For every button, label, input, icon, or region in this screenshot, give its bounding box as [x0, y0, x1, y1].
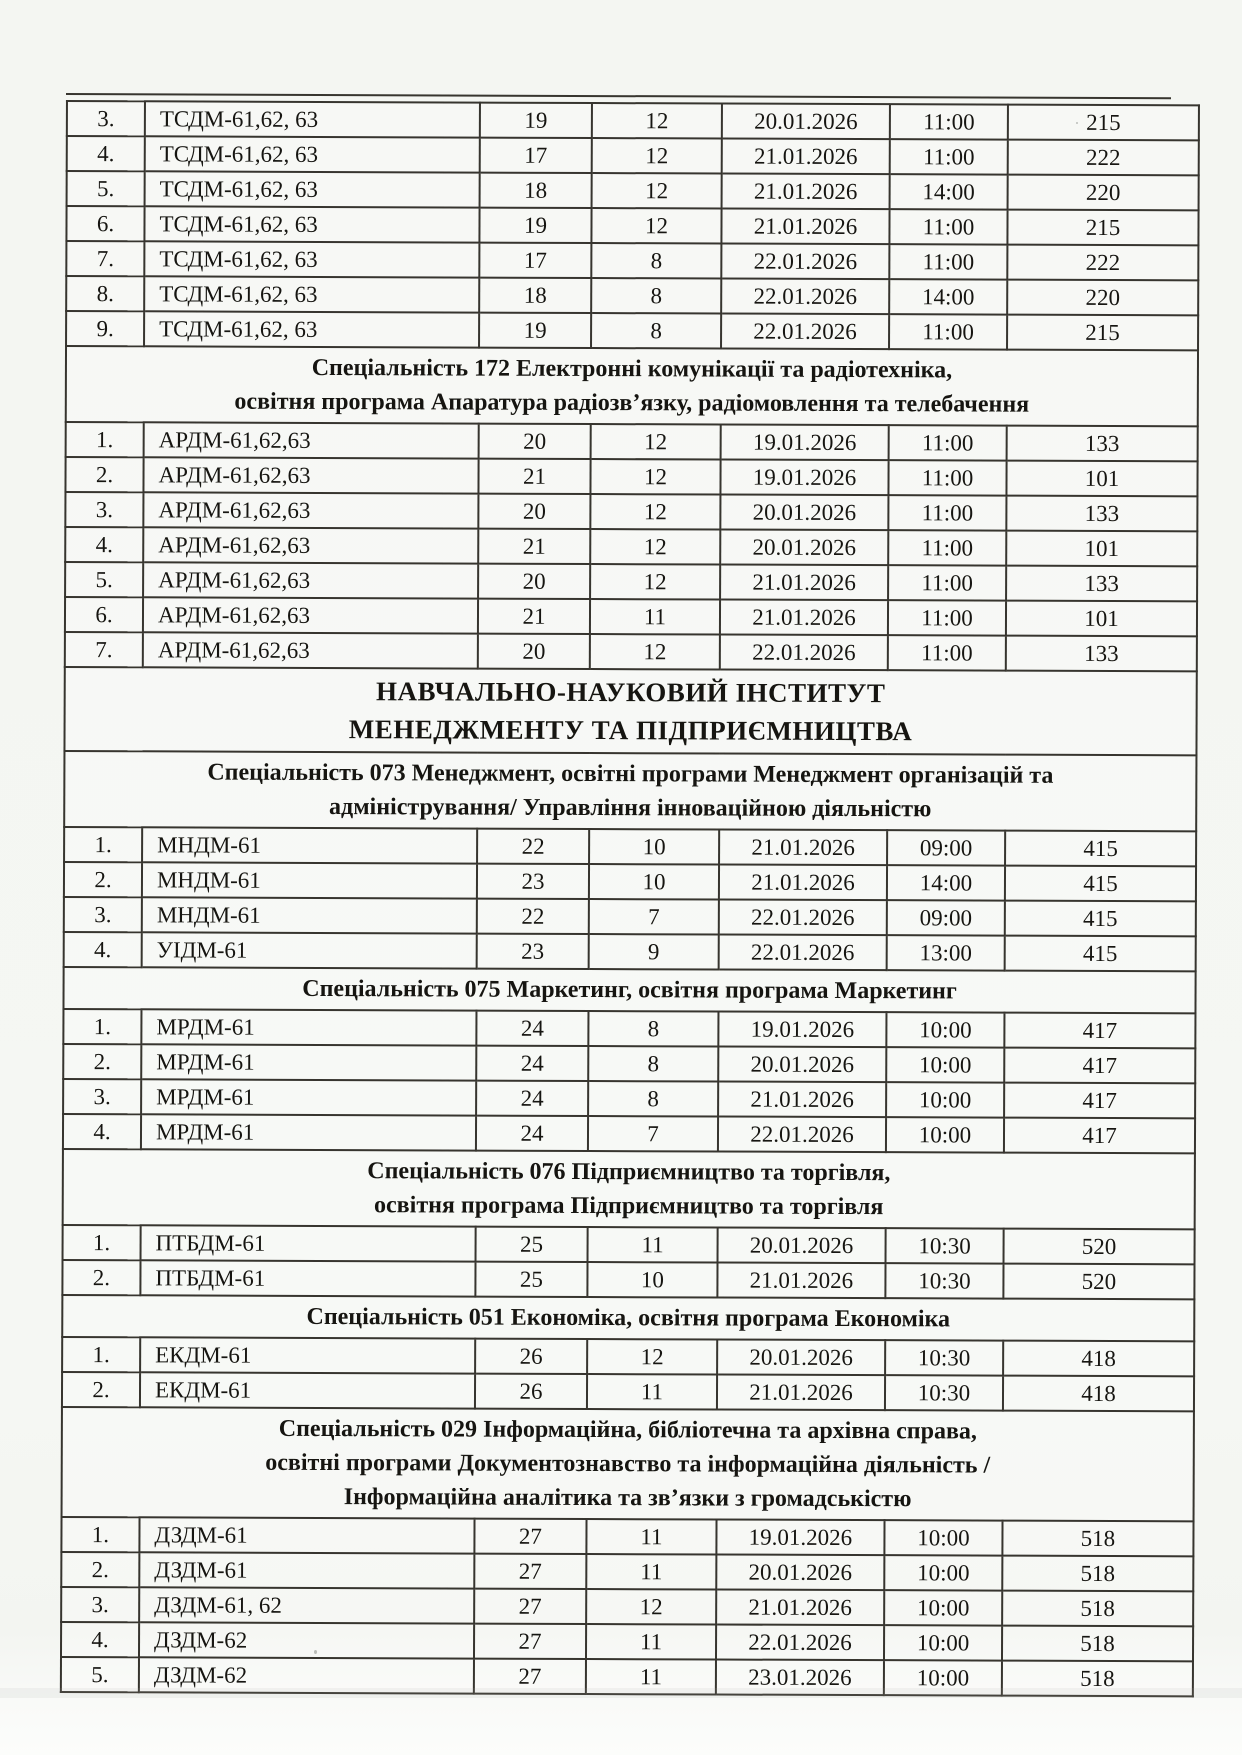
column4-cell: 10 [589, 864, 719, 899]
section-header-row [62, 1295, 1194, 1341]
institute-header-row [64, 667, 1196, 755]
table-row [61, 1587, 1193, 1626]
section-header-line: Спеціальність 029 Інформаційна, бібліотечна та архівна справа, [278, 1415, 977, 1445]
time-cell: 11:00 [888, 565, 1006, 600]
date-cell: 20.01.2026 [718, 1047, 886, 1083]
room-cell: 133 [1006, 636, 1197, 672]
column3-cell: 21 [478, 599, 590, 634]
group-cell: АРДМ-61,62,63 [143, 632, 478, 668]
institute-header-line: МЕНЕДЖМЕНТУ ТА ПІДПРИЄМНИЦТВА [348, 714, 913, 747]
section-header-line: Інформаційна аналітика та зв’язки з громадськістю [343, 1484, 912, 1513]
column4-cell: 8 [591, 278, 721, 313]
column3-cell: 18 [479, 278, 591, 313]
time-cell: 10:00 [884, 1625, 1002, 1660]
room-cell: 415 [1005, 831, 1196, 867]
table-row [61, 1552, 1193, 1591]
column4-cell: 12 [587, 1339, 717, 1374]
column3-cell: 23 [477, 934, 589, 969]
index-cell: 4. [65, 527, 143, 562]
room-cell: 415 [1005, 866, 1196, 902]
column3-cell: 21 [478, 529, 590, 564]
table-row [65, 597, 1197, 636]
section-header [62, 1407, 1194, 1521]
schedule-table-body [61, 101, 1199, 1696]
index-cell: 1. [66, 422, 144, 457]
date-cell: 22.01.2026 [718, 1117, 886, 1153]
index-cell: 1. [64, 827, 142, 862]
table-row [65, 562, 1197, 601]
column3-cell: 17 [479, 243, 591, 278]
column4-cell: 9 [589, 934, 719, 969]
column3-cell: 19 [479, 313, 591, 348]
index-cell: 9. [66, 311, 144, 346]
section-header-row [64, 751, 1196, 831]
room-cell: 133 [1006, 566, 1197, 602]
time-cell: 11:00 [890, 139, 1008, 174]
time-cell: 10:00 [886, 1082, 1004, 1117]
time-cell: 09:00 [887, 830, 1005, 865]
date-cell: 21.01.2026 [717, 1263, 885, 1299]
date-cell: 21.01.2026 [720, 565, 888, 601]
room-cell: 222 [1007, 245, 1198, 281]
column4-cell: 8 [591, 313, 721, 348]
table-row [65, 527, 1197, 566]
column4-cell: 10 [589, 829, 719, 864]
section-header-line: освітня програма Підприємництво та торгівля [374, 1192, 884, 1221]
table-row [66, 422, 1198, 461]
time-cell: 11:00 [888, 600, 1006, 635]
group-cell: ПТБДМ-61 [140, 1260, 475, 1296]
column4-cell: 11 [587, 1374, 717, 1409]
table-row [62, 1260, 1194, 1299]
group-cell: ТСДМ-61,62, 63 [144, 241, 479, 277]
column3-cell: 24 [476, 1011, 588, 1046]
index-cell: 6. [65, 597, 143, 632]
column4-cell: 12 [590, 634, 720, 669]
column4-cell: 11 [586, 1519, 716, 1554]
table-row [64, 932, 1196, 971]
column4-cell: 11 [590, 599, 720, 634]
group-cell: АРДМ-61,62,63 [143, 527, 478, 563]
column4-cell: 12 [592, 173, 722, 208]
room-cell: 133 [1006, 496, 1197, 532]
column4-cell: 8 [588, 1081, 718, 1116]
column3-cell: 24 [476, 1081, 588, 1116]
group-cell: МНДМ-61 [142, 862, 477, 898]
time-cell: 14:00 [889, 279, 1007, 314]
time-cell: 11:00 [888, 495, 1006, 530]
room-cell: 215 [1007, 315, 1198, 351]
group-cell: ДЗДМ-61 [139, 1517, 474, 1553]
time-cell: 09:00 [887, 900, 1005, 935]
column4-cell: 12 [592, 103, 722, 138]
index-cell: 3. [67, 101, 145, 136]
time-cell: 10:00 [884, 1520, 1002, 1555]
time-cell: 10:00 [884, 1555, 1002, 1590]
date-cell: 21.01.2026 [721, 209, 889, 245]
section-header-row [62, 1407, 1194, 1521]
time-cell: 10:00 [884, 1660, 1002, 1695]
room-cell: 101 [1006, 531, 1197, 567]
group-cell: АРДМ-61,62,63 [143, 492, 478, 528]
room-cell: 220 [1007, 280, 1198, 316]
schedule-table [60, 93, 1171, 1697]
room-cell: 133 [1007, 426, 1198, 462]
column3-cell: 19 [480, 103, 592, 138]
column3-cell: 25 [476, 1227, 588, 1262]
time-cell: 14:00 [887, 865, 1005, 900]
table-row [61, 1517, 1193, 1556]
section-header-line: освітні програми Документознавство та інформаційна діяльність / [265, 1449, 991, 1479]
section-header-line: Спеціальність 172 Електронні комунікації та радіотехніка, [311, 354, 953, 384]
section-header-row [63, 1149, 1195, 1229]
column4-cell: 12 [592, 138, 722, 173]
column4-cell: 12 [590, 459, 720, 494]
group-cell: МРДМ-61 [141, 1114, 476, 1150]
column4-cell: 11 [586, 1624, 716, 1659]
date-cell: 19.01.2026 [718, 1012, 886, 1048]
section-header [64, 751, 1196, 831]
time-cell: 11:00 [889, 244, 1007, 279]
table-row [67, 136, 1199, 175]
table-row [64, 862, 1196, 901]
time-cell: 11:00 [888, 460, 1006, 495]
room-cell: 415 [1005, 936, 1196, 972]
scan-shadow-band [0, 1688, 1242, 1698]
column3-cell: 20 [478, 564, 590, 599]
group-cell: МНДМ-61 [142, 827, 477, 863]
institute-header-line: НАВЧАЛЬНО-НАУКОВИЙ ІНСТИТУТ [375, 676, 886, 709]
group-cell: ТСДМ-61,62, 63 [144, 206, 479, 242]
index-cell: 5. [67, 171, 145, 206]
time-cell: 10:00 [886, 1117, 1004, 1152]
index-cell: 1. [63, 1009, 141, 1044]
time-cell: 10:30 [885, 1340, 1003, 1375]
room-cell: 520 [1003, 1264, 1194, 1300]
column3-cell: 26 [475, 1374, 587, 1409]
date-cell: 22.01.2026 [721, 314, 889, 350]
group-cell: МРДМ-61 [141, 1044, 476, 1080]
time-cell: 11:00 [889, 425, 1007, 460]
time-cell: 11:00 [888, 530, 1006, 565]
group-cell: ТСДМ-61,62, 63 [144, 276, 479, 312]
column3-cell: 27 [474, 1624, 586, 1659]
group-cell: ЕКДМ-61 [140, 1337, 475, 1373]
column3-cell: 27 [474, 1554, 586, 1589]
index-cell: 4. [67, 136, 145, 171]
column4-cell: 12 [591, 424, 721, 459]
date-cell: 22.01.2026 [719, 935, 887, 971]
column3-cell: 27 [474, 1659, 586, 1694]
group-cell: ПТБДМ-61 [141, 1225, 476, 1261]
column3-cell: 27 [474, 1589, 586, 1624]
table-row [67, 101, 1199, 140]
room-cell: 518 [1002, 1626, 1193, 1662]
column3-cell: 20 [478, 494, 590, 529]
index-cell: 2. [62, 1260, 140, 1295]
group-cell: ДЗДМ-62 [139, 1657, 474, 1693]
table-row [66, 311, 1198, 350]
section-header-row [63, 967, 1195, 1013]
room-cell: 417 [1004, 1013, 1195, 1049]
group-cell: АРДМ-61,62,63 [143, 562, 478, 598]
column3-cell: 22 [477, 829, 589, 864]
room-cell: 215 [1007, 210, 1198, 246]
group-cell: МНДМ-61 [142, 897, 477, 933]
room-cell: 222 [1008, 140, 1199, 176]
column4-cell: 12 [591, 208, 721, 243]
room-cell: 417 [1004, 1083, 1195, 1119]
room-cell: 215 [1008, 105, 1199, 141]
room-cell: 417 [1004, 1118, 1195, 1154]
table-row [66, 276, 1198, 315]
scan-speck [314, 1650, 317, 1654]
index-cell: 4. [61, 1622, 139, 1657]
column4-cell: 11 [586, 1659, 716, 1694]
column4-cell: 11 [586, 1554, 716, 1589]
column3-cell: 25 [475, 1262, 587, 1297]
time-cell: 14:00 [890, 174, 1008, 209]
index-cell: 2. [62, 1372, 140, 1407]
table-row [63, 1009, 1195, 1048]
group-cell: ТСДМ-61,62, 63 [145, 136, 480, 172]
room-cell: 418 [1003, 1376, 1194, 1412]
room-cell: 518 [1002, 1556, 1193, 1592]
time-cell: 10:30 [885, 1263, 1003, 1298]
room-cell: 220 [1008, 175, 1199, 211]
column3-cell: 23 [477, 864, 589, 899]
date-cell: 20.01.2026 [717, 1340, 885, 1376]
column4-cell: 8 [588, 1011, 718, 1046]
table-row [63, 1225, 1195, 1264]
column4-cell: 10 [587, 1262, 717, 1297]
column4-cell: 8 [591, 243, 721, 278]
section-header-line: Спеціальність 051 Економіка, освітня програма Економіка [306, 1303, 951, 1333]
column4-cell: 12 [586, 1589, 716, 1624]
room-cell: 518 [1002, 1521, 1193, 1557]
column4-cell: 8 [588, 1046, 718, 1081]
group-cell: ЕКДМ-61 [140, 1372, 475, 1408]
section-header-line: Спеціальність 073 Менеджмент, освітні програми Менеджмент організацій та [207, 759, 1054, 789]
institute-header [64, 667, 1196, 755]
room-cell: 518 [1002, 1591, 1193, 1627]
room-cell: 520 [1004, 1229, 1195, 1265]
group-cell: ТСДМ-61,62, 63 [144, 311, 479, 347]
column4-cell: 11 [588, 1227, 718, 1262]
table-row [67, 171, 1199, 210]
column3-cell: 19 [479, 208, 591, 243]
date-cell: 22.01.2026 [721, 244, 889, 280]
room-cell: 415 [1005, 901, 1196, 937]
date-cell: 21.01.2026 [718, 1082, 886, 1118]
date-cell: 20.01.2026 [722, 104, 890, 140]
time-cell: 10:00 [884, 1590, 1002, 1625]
index-cell: 3. [64, 897, 142, 932]
exam-schedule-table [60, 100, 1200, 1697]
group-cell: УІДМ-61 [142, 932, 477, 968]
table-row [66, 206, 1198, 245]
section-header [63, 1149, 1195, 1229]
date-cell: 22.01.2026 [721, 279, 889, 315]
table-row [65, 457, 1197, 496]
group-cell: ДЗДМ-61 [139, 1552, 474, 1588]
date-cell: 21.01.2026 [719, 865, 887, 901]
index-cell: 8. [66, 276, 144, 311]
column3-cell: 24 [476, 1046, 588, 1081]
table-row [62, 1372, 1194, 1411]
time-cell: 11:00 [889, 209, 1007, 244]
time-cell: 13:00 [887, 935, 1005, 970]
date-cell: 20.01.2026 [720, 530, 888, 566]
index-cell: 3. [63, 1079, 141, 1114]
date-cell: 21.01.2026 [722, 139, 890, 175]
time-cell: 10:00 [886, 1047, 1004, 1082]
date-cell: 21.01.2026 [716, 1590, 884, 1626]
room-cell: 518 [1002, 1661, 1193, 1697]
index-cell: 5. [65, 562, 143, 597]
index-cell: 2. [65, 457, 143, 492]
index-cell: 2. [63, 1044, 141, 1079]
column3-cell: 20 [478, 634, 590, 669]
index-cell: 3. [61, 1587, 139, 1622]
group-cell: АРДМ-61,62,63 [143, 597, 478, 633]
scan-speck [1076, 122, 1078, 124]
date-cell: 22.01.2026 [720, 635, 888, 671]
section-header-line: Спеціальність 075 Маркетинг, освітня програма Маркетинг [302, 975, 957, 1005]
index-cell: 2. [61, 1552, 139, 1587]
column3-cell: 17 [480, 138, 592, 173]
column3-cell: 21 [478, 459, 590, 494]
date-cell: 21.01.2026 [720, 600, 888, 636]
table-row [63, 1079, 1195, 1118]
column4-cell: 12 [590, 529, 720, 564]
time-cell: 10:30 [886, 1228, 1004, 1263]
index-cell: 4. [63, 1114, 141, 1149]
group-cell: ТСДМ-61,62, 63 [145, 101, 480, 137]
column4-cell: 12 [590, 494, 720, 529]
index-cell: 1. [62, 1337, 140, 1372]
date-cell: 23.01.2026 [716, 1660, 884, 1696]
index-cell: 5. [61, 1657, 139, 1692]
date-cell: 19.01.2026 [721, 425, 889, 461]
table-row [63, 1044, 1195, 1083]
table-row [65, 632, 1197, 671]
column4-cell: 7 [588, 1116, 718, 1151]
section-header-line: освітня програма Апаратура радіозв’язку, радіомовлення та телебачення [234, 388, 1030, 418]
table-row [62, 1337, 1194, 1376]
column3-cell: 20 [479, 424, 591, 459]
table-row [64, 827, 1196, 866]
date-cell: 20.01.2026 [718, 1228, 886, 1264]
table-row [66, 241, 1198, 280]
group-cell: ДЗДМ-61, 62 [139, 1587, 474, 1623]
column3-cell: 18 [480, 173, 592, 208]
group-cell: ДЗДМ-62 [139, 1622, 474, 1658]
room-cell: 101 [1006, 461, 1197, 497]
date-cell: 22.01.2026 [719, 900, 887, 936]
section-header-line: адміністрування/ Управління інноваційною діяльністю [329, 794, 932, 823]
index-cell: 4. [64, 932, 142, 967]
room-cell: 418 [1003, 1341, 1194, 1377]
date-cell: 22.01.2026 [716, 1625, 884, 1661]
group-cell: МРДМ-61 [141, 1009, 476, 1045]
table-row [63, 1114, 1195, 1153]
column4-cell: 7 [589, 899, 719, 934]
date-cell: 20.01.2026 [716, 1555, 884, 1591]
time-cell: 10:00 [886, 1012, 1004, 1047]
date-cell: 21.01.2026 [719, 830, 887, 866]
column3-cell: 26 [475, 1339, 587, 1374]
section-header [63, 967, 1195, 1013]
column3-cell: 24 [476, 1116, 588, 1151]
date-cell: 19.01.2026 [720, 460, 888, 496]
column3-cell: 27 [474, 1519, 586, 1554]
table-row [64, 897, 1196, 936]
room-cell: 101 [1006, 601, 1197, 637]
table-row [61, 1622, 1193, 1661]
group-cell: АРДМ-61,62,63 [144, 422, 479, 458]
index-cell: 1. [63, 1225, 141, 1260]
time-cell: 10:30 [885, 1375, 1003, 1410]
index-cell: 3. [65, 492, 143, 527]
time-cell: 11:00 [889, 314, 1007, 349]
index-cell: 7. [65, 632, 143, 667]
date-cell: 20.01.2026 [720, 495, 888, 531]
group-cell: АРДМ-61,62,63 [143, 457, 478, 493]
index-cell: 2. [64, 862, 142, 897]
group-cell: МРДМ-61 [141, 1079, 476, 1115]
date-cell: 21.01.2026 [722, 174, 890, 210]
section-header [66, 346, 1198, 426]
time-cell: 11:00 [890, 104, 1008, 139]
section-header-line: Спеціальність 076 Підприємництво та торгівля, [367, 1158, 891, 1187]
group-cell: ТСДМ-61,62, 63 [145, 171, 480, 207]
column4-cell: 12 [590, 564, 720, 599]
section-header-row [66, 346, 1198, 426]
index-cell: 6. [66, 206, 144, 241]
column3-cell: 22 [477, 899, 589, 934]
time-cell: 11:00 [888, 635, 1006, 670]
section-header [62, 1295, 1194, 1341]
index-cell: 7. [66, 241, 144, 276]
date-cell: 19.01.2026 [716, 1520, 884, 1556]
index-cell: 1. [61, 1517, 139, 1552]
room-cell: 417 [1004, 1048, 1195, 1084]
table-row [65, 492, 1197, 531]
date-cell: 21.01.2026 [717, 1375, 885, 1411]
